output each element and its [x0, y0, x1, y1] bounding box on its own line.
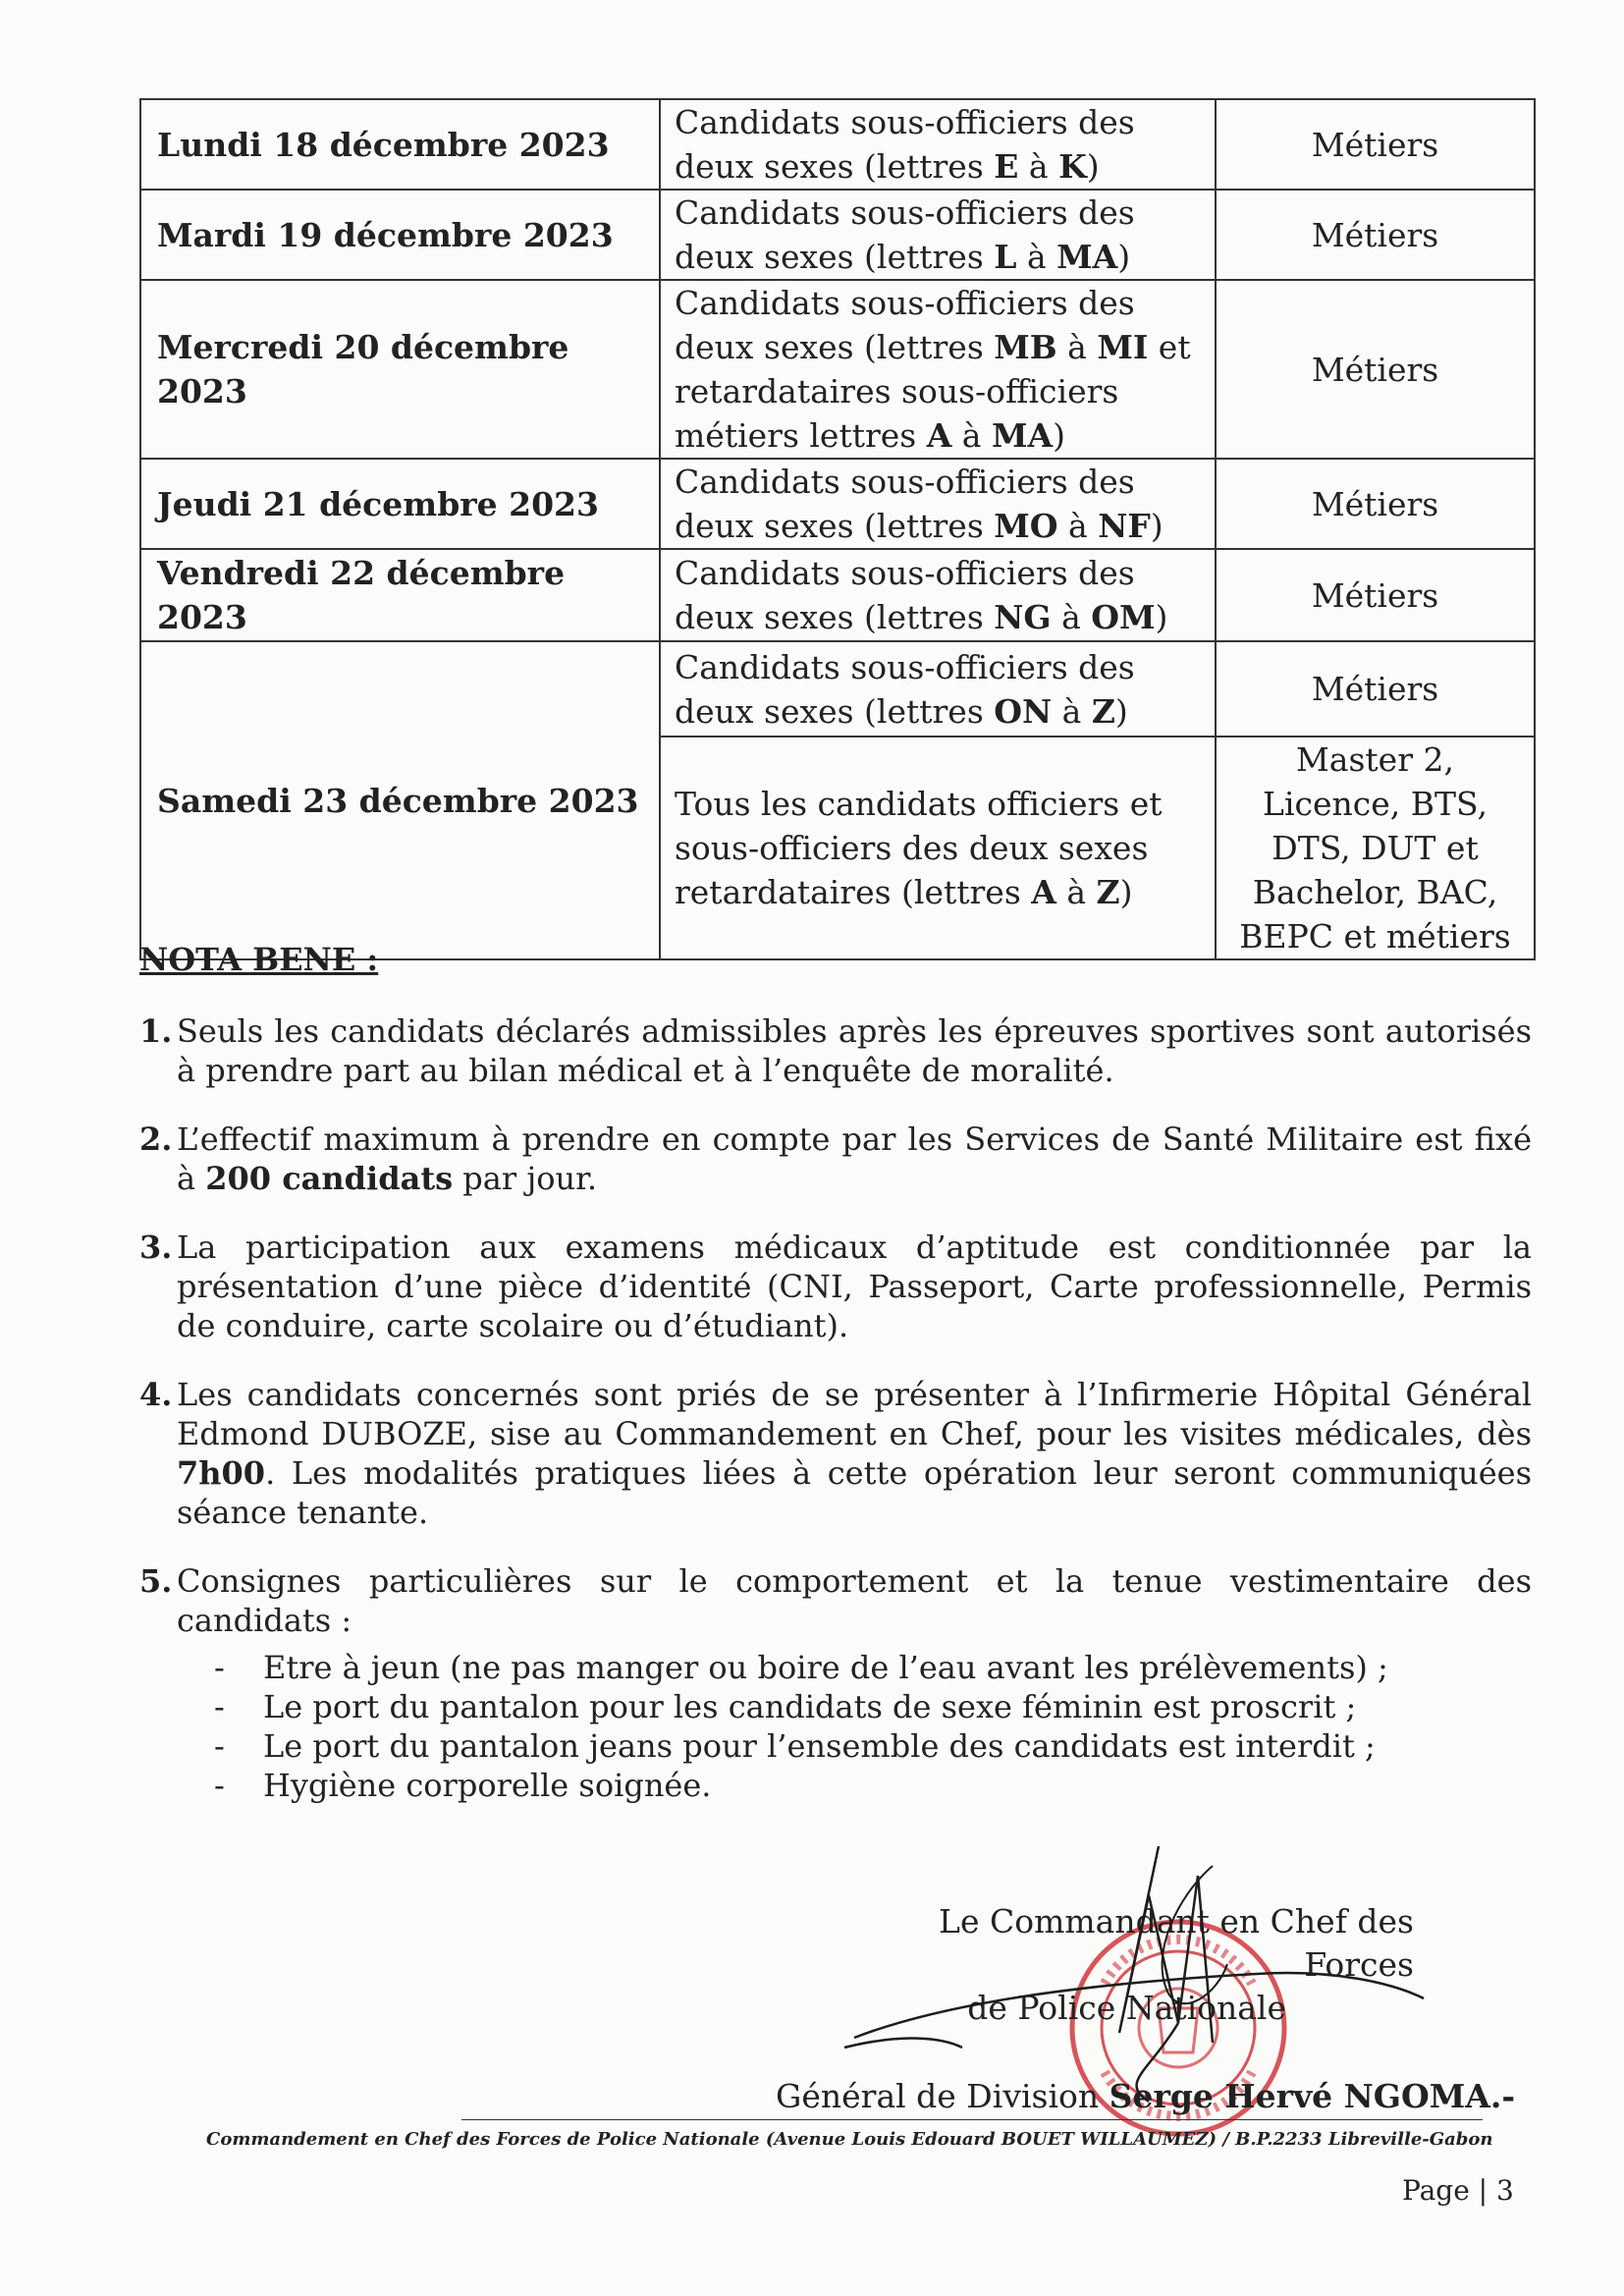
- nota-bene-list: [139, 1011, 1532, 1834]
- date-cell: Lundi 18 décembre 2023: [140, 99, 660, 190]
- page-number: Page | 3: [1402, 2174, 1514, 2207]
- signatory-name: Général de Division Serge Hervé NGOMA.-: [776, 2077, 1516, 2115]
- candidates-cell: Tous les candidats officiers et sous-officiers des deux sexes retardataires (lettres A à Z): [660, 737, 1216, 959]
- note-number: 2.: [139, 1121, 173, 1158]
- note-number: 5.: [139, 1562, 173, 1600]
- table-row: [140, 190, 1535, 280]
- date-cell: Vendredi 22 décembre 2023: [140, 549, 660, 641]
- note-item: [139, 1561, 1532, 1805]
- note-text: La participation aux examens médicaux d’aptitude est conditionnée par la présentation d’une pièce d’identité (CNI, Passeport, Carte professionnelle, Permis de conduire, carte scolaire ou d’étudiant).: [177, 1229, 1532, 1344]
- candidates-cell: Candidats sous-officiers des deux sexes (lettres ON à Z): [660, 641, 1216, 737]
- dash-marker: -: [214, 1688, 225, 1725]
- note-text: . Les modalités pratiques liées à cette opération leur seront communiquées séance tenante.: [177, 1454, 1532, 1531]
- table-row: [140, 641, 1535, 737]
- note-text: par jour.: [453, 1160, 598, 1197]
- table-row: [140, 99, 1535, 190]
- table-row: [140, 280, 1535, 459]
- candidates-cell: Candidats sous-officiers des deux sexes (lettres MO à NF): [660, 459, 1216, 549]
- level-cell: Métiers: [1216, 549, 1535, 641]
- note-emphasis: 200 candidats: [205, 1160, 454, 1197]
- note-text: Consignes particulières sur le comportement et la tenue vestimentaire des candidats :: [177, 1562, 1532, 1639]
- list-item: - Etre à jeun (ne pas manger ou boire de l’eau avant les prélèvements) ;: [214, 1649, 1388, 1686]
- date-cell: Samedi 23 décembre 2023: [140, 641, 660, 959]
- list-item: - Hygiène corporelle soignée.: [214, 1767, 712, 1804]
- note-number: 3.: [139, 1229, 173, 1266]
- schedule-table: [139, 98, 1536, 960]
- candidates-cell: Candidats sous-officiers des deux sexes (lettres L à MA): [660, 190, 1216, 280]
- note-number: 4.: [139, 1376, 173, 1413]
- date-cell: Mardi 19 décembre 2023: [140, 190, 660, 280]
- level-cell: Master 2, Licence, BTS, DTS, DUT et Bachelor, BAC, BEPC et métiers: [1216, 737, 1535, 959]
- nota-bene-title: NOTA BENE :: [139, 941, 379, 978]
- table-row: [140, 459, 1535, 549]
- note-text: L’effectif maximum à prendre en compte par les Services de Santé Militaire est fixé à: [177, 1121, 1532, 1197]
- level-cell: Métiers: [1216, 280, 1535, 459]
- date-cell: Mercredi 20 décembre 2023: [140, 280, 660, 459]
- note-item: [139, 1120, 1532, 1198]
- table-row: [140, 549, 1535, 641]
- note-emphasis: 7h00: [177, 1454, 266, 1492]
- list-item: - Le port du pantalon jeans pour l’ensemble des candidats est interdit ;: [214, 1727, 1376, 1765]
- candidates-cell: Candidats sous-officiers des deux sexes (lettres NG à OM): [660, 549, 1216, 641]
- footer-address: Commandement en Chef des Forces de Police Nationale (Avenue Louis Edouard BOUET WILLAUMEZ) / B.P.2233 Libreville-Gabon: [206, 2129, 1493, 2150]
- note-text: Seuls les candidats déclarés admissibles après les épreuves sportives sont autorisés à prendre part au bilan médical et à l’enquête de moralité.: [177, 1012, 1532, 1089]
- level-cell: Métiers: [1216, 99, 1535, 190]
- note-item: [139, 1228, 1532, 1345]
- note-text: Les candidats concernés sont priés de se présenter à l’Infirmerie Hôpital Général Edmond DUBOZE, sise au Commandement en Chef, pour les visites médicales, dès: [177, 1376, 1532, 1452]
- level-cell: Métiers: [1216, 459, 1535, 549]
- candidates-cell: Candidats sous-officiers des deux sexes (lettres E à K): [660, 99, 1216, 190]
- dash-marker: -: [214, 1649, 225, 1686]
- note-item: [139, 1011, 1532, 1090]
- level-cell: Métiers: [1216, 641, 1535, 737]
- dash-marker: -: [214, 1727, 225, 1765]
- level-cell: Métiers: [1216, 190, 1535, 280]
- date-cell: Jeudi 21 décembre 2023: [140, 459, 660, 549]
- note-item: [139, 1375, 1532, 1532]
- dash-marker: -: [214, 1767, 225, 1804]
- signatory-title: Le Commandant en Chef des Forces de Police Nationale: [939, 1902, 1414, 2027]
- note-number: 1.: [139, 1012, 173, 1050]
- footer-divider: [461, 2119, 1483, 2120]
- list-item: - Le port du pantalon pour les candidats de sexe féminin est proscrit ;: [214, 1688, 1357, 1725]
- handwritten-signature: [825, 1836, 1434, 2111]
- candidates-cell: Candidats sous-officiers des deux sexes (lettres MB à MI et retardataires sous-officiers métiers lettres A à MA): [660, 280, 1216, 459]
- instructions-list: [214, 1648, 1532, 1805]
